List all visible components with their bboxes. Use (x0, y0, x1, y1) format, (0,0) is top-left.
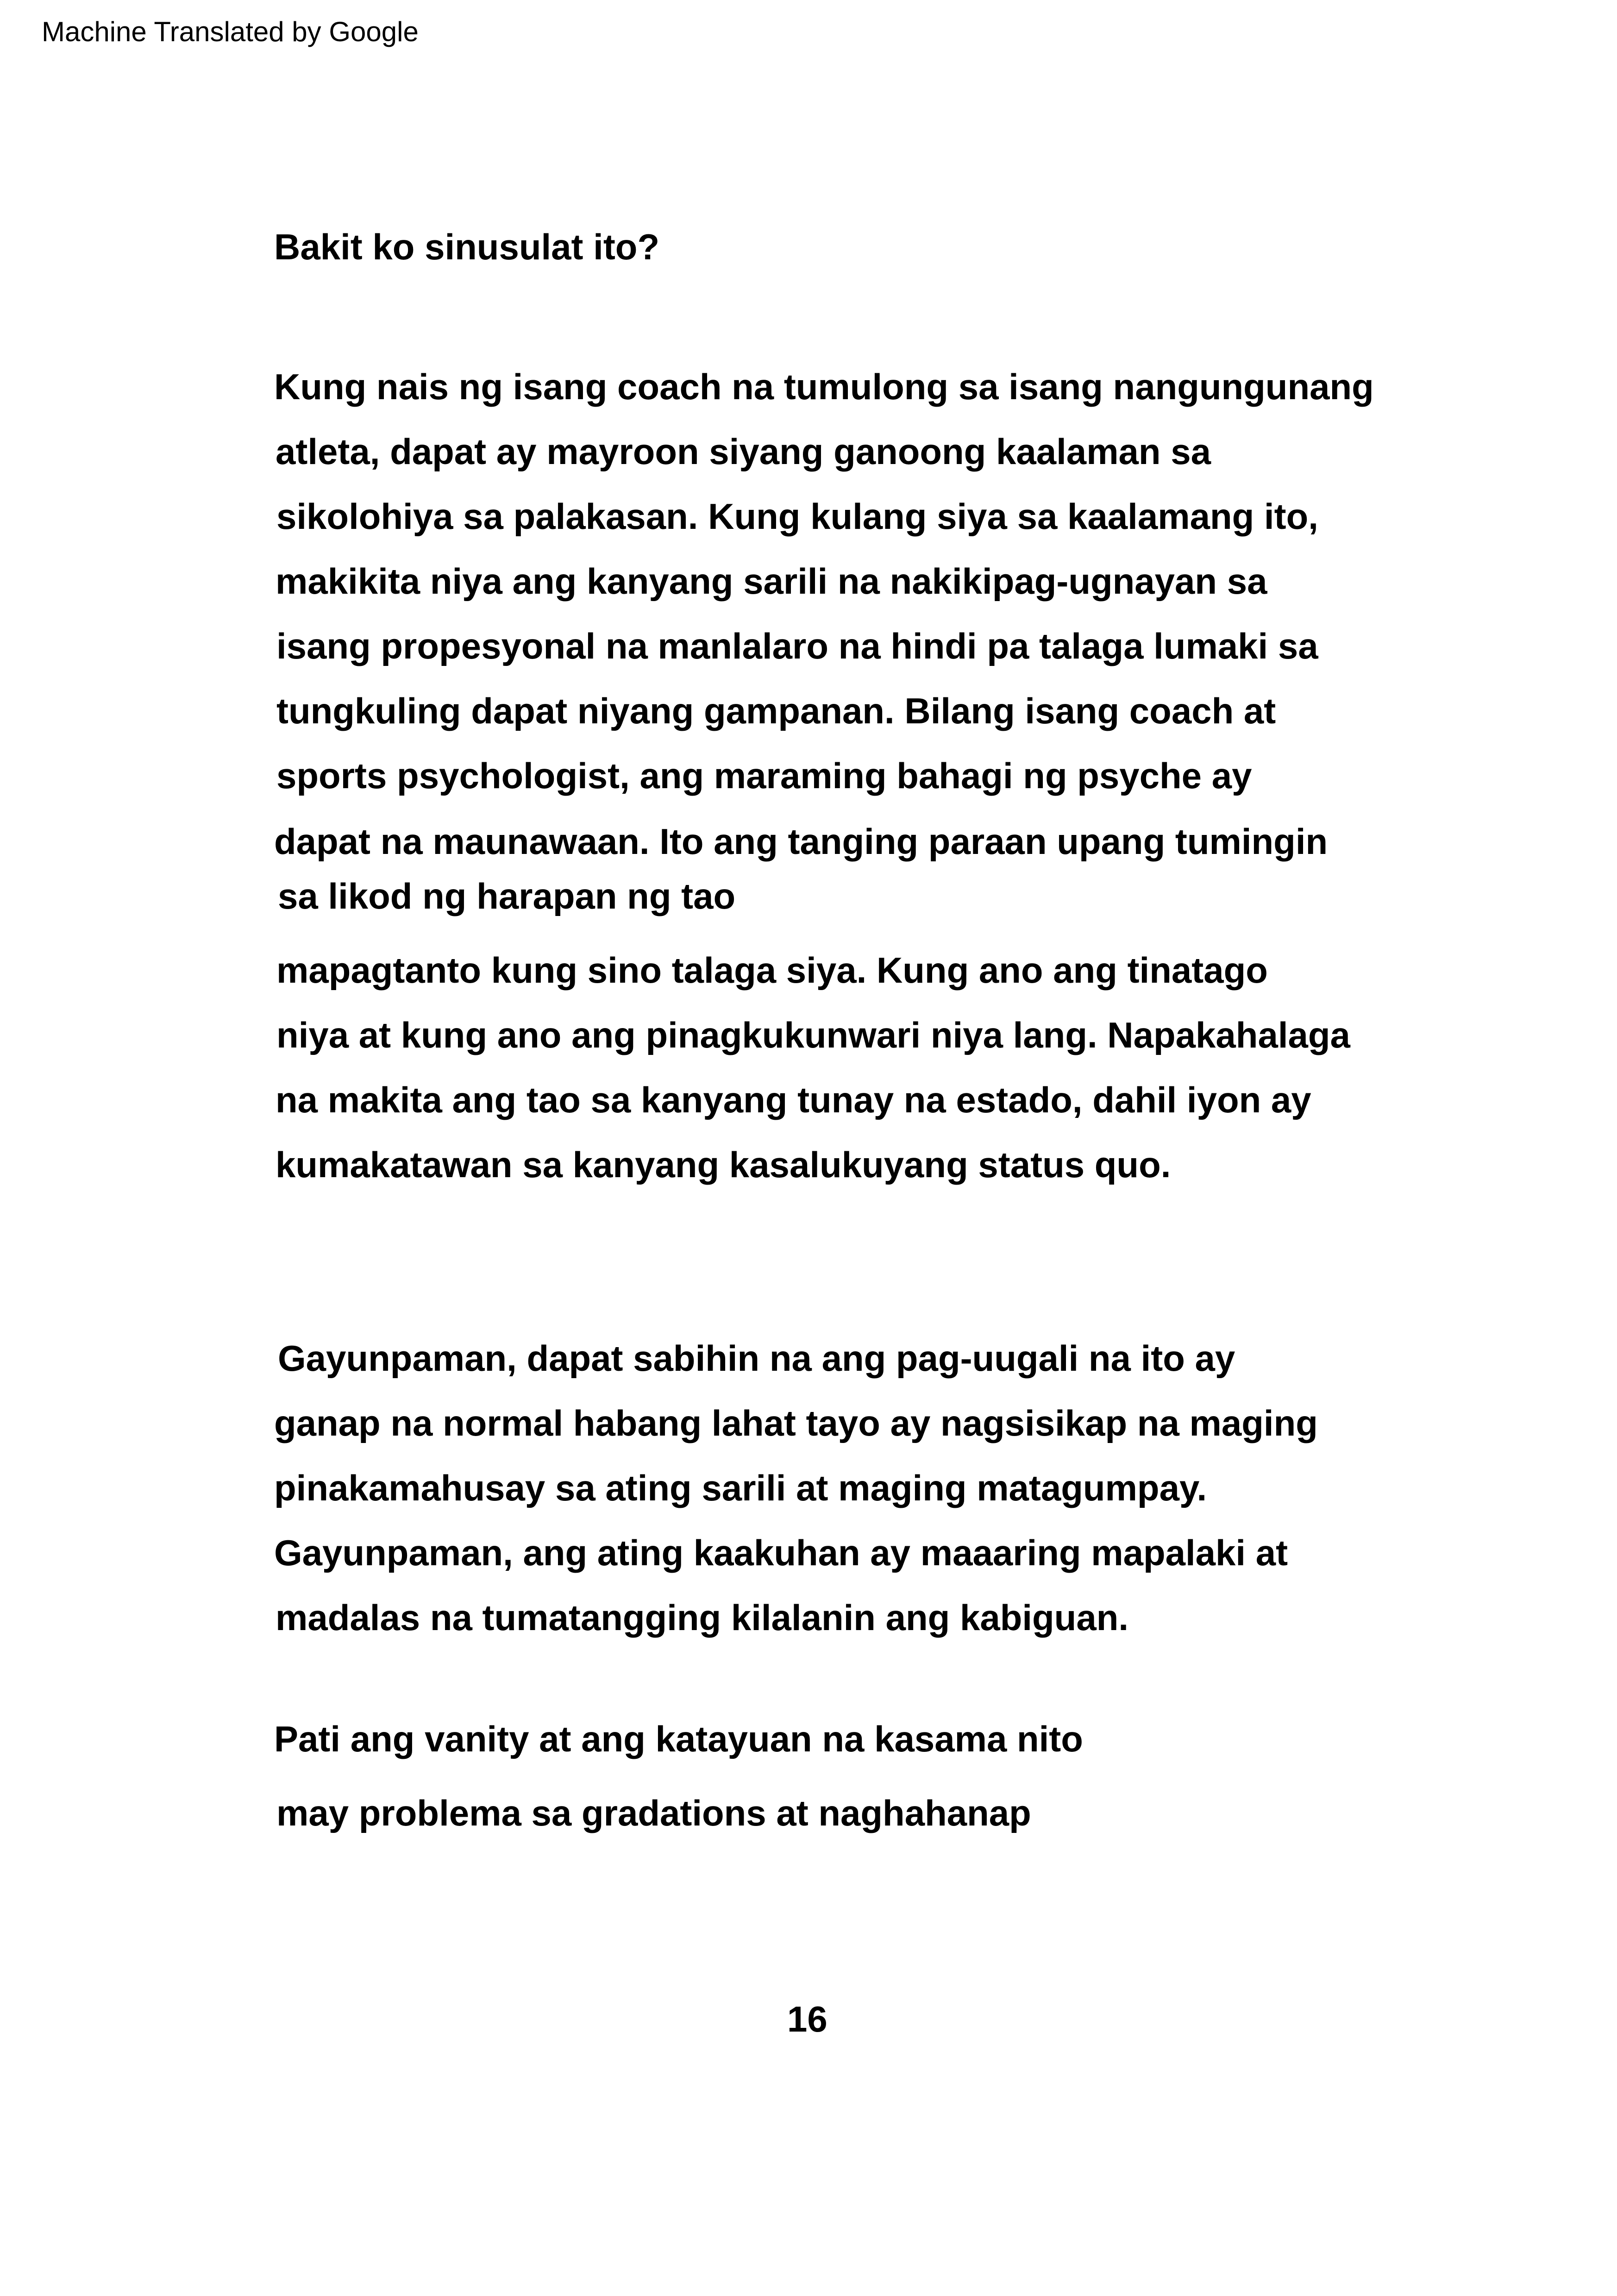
paragraph-line: sa likod ng harapan ng tao (278, 876, 736, 916)
paragraph-line: tungkuling dapat niyang gampanan. Bilang isang coach at (276, 690, 1276, 731)
paragraph-line: may problema sa gradations at naghahanap (276, 1793, 1031, 1833)
paragraph-line: Kung nais ng isang coach na tumulong sa isang nangungunang (274, 366, 1374, 407)
paragraph-line: sikolohiya sa palakasan. Kung kulang siya sa kaalamang ito, (276, 496, 1318, 537)
paragraph-line: Gayunpaman, ang ating kaakuhan ay maaaring mapalaki at (274, 1532, 1288, 1573)
paragraph-line: kumakatawan sa kanyang kasalukuyang status quo. (276, 1144, 1171, 1185)
paragraph-line: makikita niya ang kanyang sarili na nakikipag-ugnayan sa (276, 561, 1267, 602)
paragraph-line: atleta, dapat ay mayroon siyang ganoong kaalaman sa (276, 431, 1211, 472)
paragraph-line: mapagtanto kung sino talaga siya. Kung ano ang tinatago (276, 950, 1268, 991)
page-number: 16 (787, 1999, 827, 2039)
paragraph-line: Pati ang vanity at ang katayuan na kasama nito (274, 1719, 1083, 1759)
paragraph-line: madalas na tumatangging kilalanin ang kabiguan. (276, 1597, 1129, 1638)
paragraph-line: na makita ang tao sa kanyang tunay na estado, dahil iyon ay (276, 1079, 1311, 1120)
paragraph-line: niya at kung ano ang pinagkukunwari niya lang. Napakahalaga (276, 1015, 1350, 1055)
paragraph-line: dapat na maunawaan. Ito ang tanging paraan upang tumingin (274, 821, 1328, 862)
section-title: Bakit ko sinusulat ito? (274, 226, 660, 267)
paragraph-line: sports psychologist, ang maraming bahagi ng psyche ay (276, 755, 1252, 796)
paragraph-line: pinakamahusay sa ating sarili at maging matagumpay. (274, 1468, 1207, 1508)
machine-translation-note: Machine Translated by Google (42, 16, 419, 47)
paragraph-line: Gayunpaman, dapat sabihin na ang pag-uugali na ito ay (278, 1338, 1235, 1379)
paragraph-line: isang propesyonal na manlalaro na hindi pa talaga lumaki sa (276, 626, 1318, 666)
paragraph-line: ganap na normal habang lahat tayo ay nagsisikap na maging (274, 1403, 1318, 1443)
